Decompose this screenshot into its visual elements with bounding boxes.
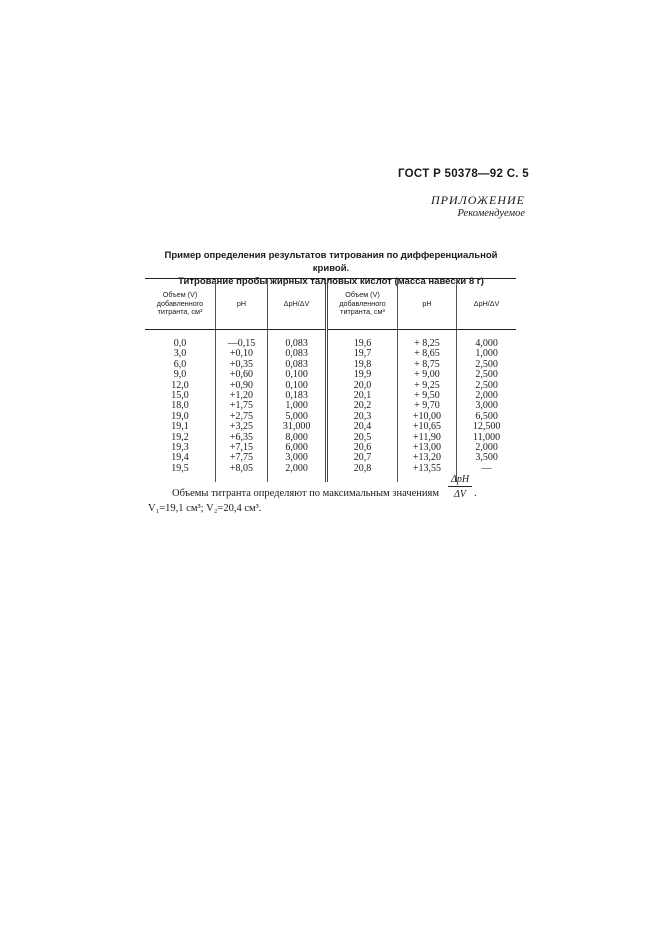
fraction-end: .	[474, 488, 477, 499]
cell-dph-dv-2: 2,500	[457, 360, 516, 370]
cell-volume-1: 19,2	[171, 431, 189, 443]
cell-ph-1: +0,10	[215, 349, 267, 359]
cell-dph-dv-2: 6,500	[457, 412, 516, 422]
cell-dph-dv-1: 1,000	[267, 401, 326, 411]
cell-ph-1: +1,75	[215, 401, 267, 411]
table-row	[145, 360, 516, 370]
cell-ph-1: +2,75	[215, 412, 267, 422]
cell-volume-1: 15,0	[171, 390, 189, 402]
formula-sentence: Объемы титранта определяют по максимальным значениям	[172, 488, 439, 499]
cell-ph-1: +3,25	[215, 422, 267, 432]
table-row	[145, 443, 516, 453]
cell-ph-2: + 9,25	[397, 381, 456, 391]
cell-volume-1: 0,0	[173, 338, 187, 349]
cell-ph-2: + 9,00	[397, 370, 456, 380]
cell-dph-dv-2: 2,000	[457, 443, 516, 453]
cell-ph-1: +7,15	[215, 443, 267, 453]
cell-ph-2: +11,90	[397, 433, 456, 443]
header-dph-dv-2: ΔpH/ΔV	[457, 279, 516, 330]
table-row	[145, 381, 516, 391]
cell-volume-2: 20,0	[327, 381, 397, 391]
cell-ph-2: +13,55	[397, 464, 456, 482]
cell-volume-1: 18,0	[171, 400, 189, 412]
cell-dph-dv-1: 0,083	[267, 360, 326, 370]
cell-volume-1: 19,4	[171, 452, 189, 464]
cell-dph-dv-2: 12,500	[457, 422, 516, 432]
table-caption-line-1: Пример определения результатов титрования по дифференциальной кривой.	[164, 250, 498, 274]
table-header-row	[145, 279, 516, 330]
cell-ph-1: +1,20	[215, 391, 267, 401]
cell-volume-1: 19,3	[171, 442, 189, 454]
cell-volume-2: 19,7	[327, 349, 397, 359]
cell-dph-dv-1: 2,000	[267, 464, 326, 482]
cell-dph-dv-1: 0,083	[267, 330, 326, 350]
cell-volume-2: 20,7	[327, 453, 397, 463]
cell-volume-1: 19,1	[171, 421, 189, 433]
titration-table	[145, 278, 516, 482]
table-row	[145, 433, 516, 443]
cell-volume-2: 20,1	[327, 391, 397, 401]
cell-dph-dv-1: 31,000	[267, 422, 326, 432]
cell-volume-2: 20,6	[327, 443, 397, 453]
header-ph-1: pH	[215, 279, 267, 330]
cell-volume-2: 20,3	[327, 412, 397, 422]
cell-dph-dv-2: 3,500	[457, 453, 516, 463]
cell-dph-dv-2: 1,000	[457, 349, 516, 359]
cell-dph-dv-2: 2,500	[457, 370, 516, 380]
cell-dph-dv-1: 0,100	[267, 370, 326, 380]
cell-dph-dv-1: 0,183	[267, 391, 326, 401]
cell-dph-dv-2: 3,000	[457, 401, 516, 411]
cell-volume-1: 19,5	[171, 462, 189, 474]
fraction	[448, 474, 472, 500]
cell-ph-2: +10,65	[397, 422, 456, 432]
cell-ph-1: +0,35	[215, 360, 267, 370]
cell-dph-dv-2: 2,500	[457, 381, 516, 391]
cell-volume-2: 20,8	[327, 464, 397, 482]
cell-ph-1: +6,35	[215, 433, 267, 443]
cell-ph-1: —0,15	[215, 330, 267, 350]
table-row	[145, 370, 516, 380]
cell-volume-1: 6,0	[173, 358, 187, 370]
cell-ph-2: +13,20	[397, 453, 456, 463]
table-row	[145, 453, 516, 463]
header-ph-2: pH	[397, 279, 456, 330]
cell-volume-2: 20,4	[327, 422, 397, 432]
header-volume-1: Объем (V) добавленного титранта, см³	[145, 279, 215, 330]
cell-volume-1: 9,0	[173, 369, 187, 381]
table-row	[145, 412, 516, 422]
cell-ph-2: + 8,25	[397, 330, 456, 350]
cell-dph-dv-2: —	[457, 464, 516, 482]
cell-ph-1: +0,90	[215, 381, 267, 391]
cell-ph-2: +10,00	[397, 412, 456, 422]
cell-volume-2: 19,8	[327, 360, 397, 370]
cell-volume-1: 12,0	[171, 379, 189, 391]
table-row	[145, 391, 516, 401]
cell-dph-dv-1: 3,000	[267, 453, 326, 463]
cell-ph-1: +0,60	[215, 370, 267, 380]
table-body	[145, 330, 516, 483]
cell-dph-dv-2: 4,000	[457, 330, 516, 350]
cell-dph-dv-1: 6,000	[267, 443, 326, 453]
cell-ph-2: +13,00	[397, 443, 456, 453]
titration-table-wrap	[145, 278, 516, 482]
table-row	[145, 422, 516, 432]
cell-dph-dv-1: 0,083	[267, 349, 326, 359]
table-row	[145, 330, 516, 350]
cell-ph-1: +7,75	[215, 453, 267, 463]
table-row	[145, 349, 516, 359]
cell-dph-dv-1: 8,000	[267, 433, 326, 443]
cell-volume-2: 20,5	[327, 433, 397, 443]
cell-ph-2: + 9,70	[397, 401, 456, 411]
cell-volume-1: 3,0	[173, 348, 187, 360]
header-code: ГОСТ Р 50378—92 С. 5	[398, 168, 529, 180]
cell-dph-dv-2: 2,000	[457, 391, 516, 401]
table-caption-line-2: Титрование пробы жирных талловых кислот (масса навески 8 г)	[178, 276, 484, 287]
cell-ph-1: +8,05	[215, 464, 267, 482]
cell-volume-2: 19,6	[327, 330, 397, 350]
cell-volume-1: 19,0	[171, 410, 189, 422]
result-line: V₁=19,1 см³; V₂=20,4 см³.	[148, 503, 262, 514]
table-row	[145, 401, 516, 411]
appendix-title: ПРИЛОЖЕНИЕ	[431, 193, 525, 207]
cell-volume-2: 19,9	[327, 370, 397, 380]
header-volume-2: Объем (V) добавленного титранта, см³	[327, 279, 397, 330]
appendix-status: Рекомендуемое	[457, 208, 525, 219]
cell-dph-dv-2: 11,000	[457, 433, 516, 443]
header-dph-dv-1: ΔpH/ΔV	[267, 279, 326, 330]
fraction-denominator: ΔV	[454, 489, 466, 500]
cell-dph-dv-1: 5,000	[267, 412, 326, 422]
cell-dph-dv-1: 0,100	[267, 381, 326, 391]
cell-volume-2: 20,2	[327, 401, 397, 411]
fraction-numerator: ΔpH	[448, 474, 472, 487]
cell-ph-2: + 9,50	[397, 391, 456, 401]
cell-ph-2: + 8,65	[397, 349, 456, 359]
cell-ph-2: + 8,75	[397, 360, 456, 370]
